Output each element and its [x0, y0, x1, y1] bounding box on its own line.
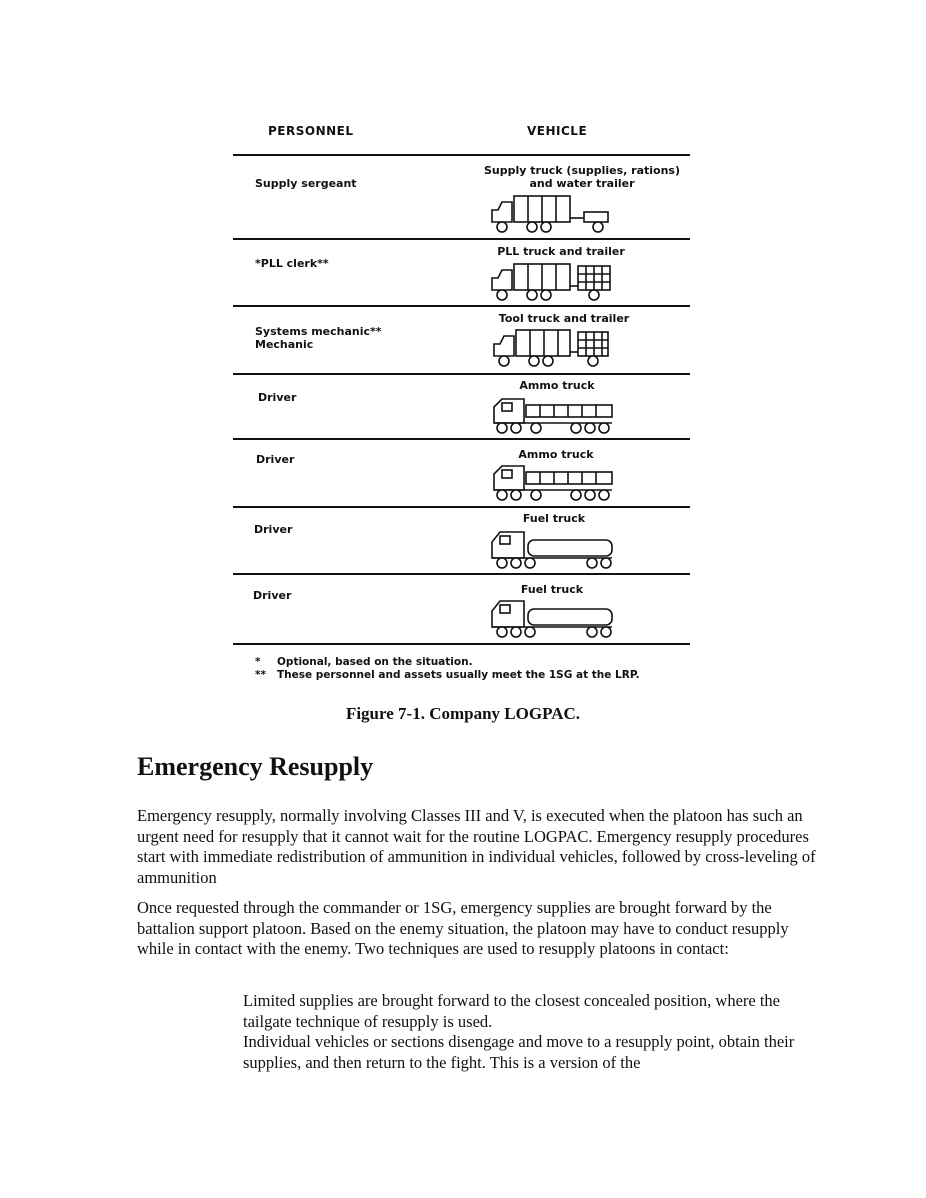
personnel-cell: Driver [258, 391, 297, 404]
fuel-truck-icon [488, 597, 618, 641]
body-paragraph [137, 806, 817, 888]
footnote-mark: ** [255, 669, 266, 681]
table-rule [233, 506, 690, 508]
ammo-truck-icon [490, 462, 618, 504]
body-paragraph [137, 898, 817, 960]
cargo-truck-with-water-trailer-icon [488, 194, 616, 236]
footnote [255, 656, 473, 669]
footnote [255, 669, 640, 682]
vehicle-label: Fuel truck [520, 583, 584, 596]
paragraph-text: Emergency resupply, normally involving Classes III and V, is executed when the platoon has such an urgent need for resupply that it cannot wait for the routine LOGPAC. Emergency resupply procedures start with immediate redistribution of ammunition in individual vehicles, followed by cross-leveling of ammunition [137, 806, 816, 887]
personnel-cell: Driver [253, 589, 292, 602]
footnote-text: These personnel and assets usually meet the 1SG at the LRP. [277, 669, 640, 681]
table-rule [233, 373, 690, 375]
cargo-truck-with-trailer-icon [488, 262, 616, 304]
vehicle-column-header: VEHICLE [527, 124, 588, 138]
vehicle-label: Ammo truck [518, 448, 594, 461]
ammo-truck-icon [490, 395, 618, 437]
technique-item: Individual vehicles or sections disengage and move to a resupply point, obtain their supplies, and then return to the fight. This is a version of the [243, 1032, 795, 1072]
personnel-cell: Systems mechanic** Mechanic [255, 325, 382, 351]
vehicle-label: Supply truck (supplies, rations) and water trailer [483, 164, 680, 190]
vehicle-label: Fuel truck [522, 512, 586, 525]
footnote-mark: * [255, 656, 261, 668]
figure-caption: Figure 7-1. Company LOGPAC. [345, 704, 581, 723]
section-title: Emergency Resupply [137, 752, 374, 781]
personnel-cell: *PLL clerk** [255, 257, 329, 270]
table-rule [233, 238, 690, 240]
tool-truck-with-trailer-icon [490, 328, 614, 370]
fuel-truck-icon [488, 528, 618, 572]
personnel-cell: Driver [254, 523, 293, 536]
table-rule [233, 438, 690, 440]
footnote-text: Optional, based on the situation. [277, 656, 473, 668]
techniques-list [243, 991, 813, 1073]
vehicle-label: Ammo truck [519, 379, 595, 392]
technique-item: Limited supplies are brought forward to the closest concealed position, where the tailgate technique of resupply is used. [243, 991, 781, 1031]
vehicle-label: Tool truck and trailer [498, 312, 630, 325]
personnel-column-header: PERSONNEL [268, 124, 354, 138]
table-rule [233, 305, 690, 307]
vehicle-label: PLL truck and trailer [497, 245, 625, 258]
personnel-cell: Driver [256, 453, 295, 466]
paragraph-text: Once requested through the commander or 1SG, emergency supplies are brought forward by the battalion support platoon. Based on the enemy situation, the platoon may have to conduct resupply while in contact with the enemy. Two techniques are used to resupply platoons in contact: [137, 898, 789, 958]
table-rule [233, 573, 690, 575]
table-rule [233, 643, 690, 645]
personnel-cell: Supply sergeant [255, 177, 357, 190]
table-rule [233, 154, 690, 156]
